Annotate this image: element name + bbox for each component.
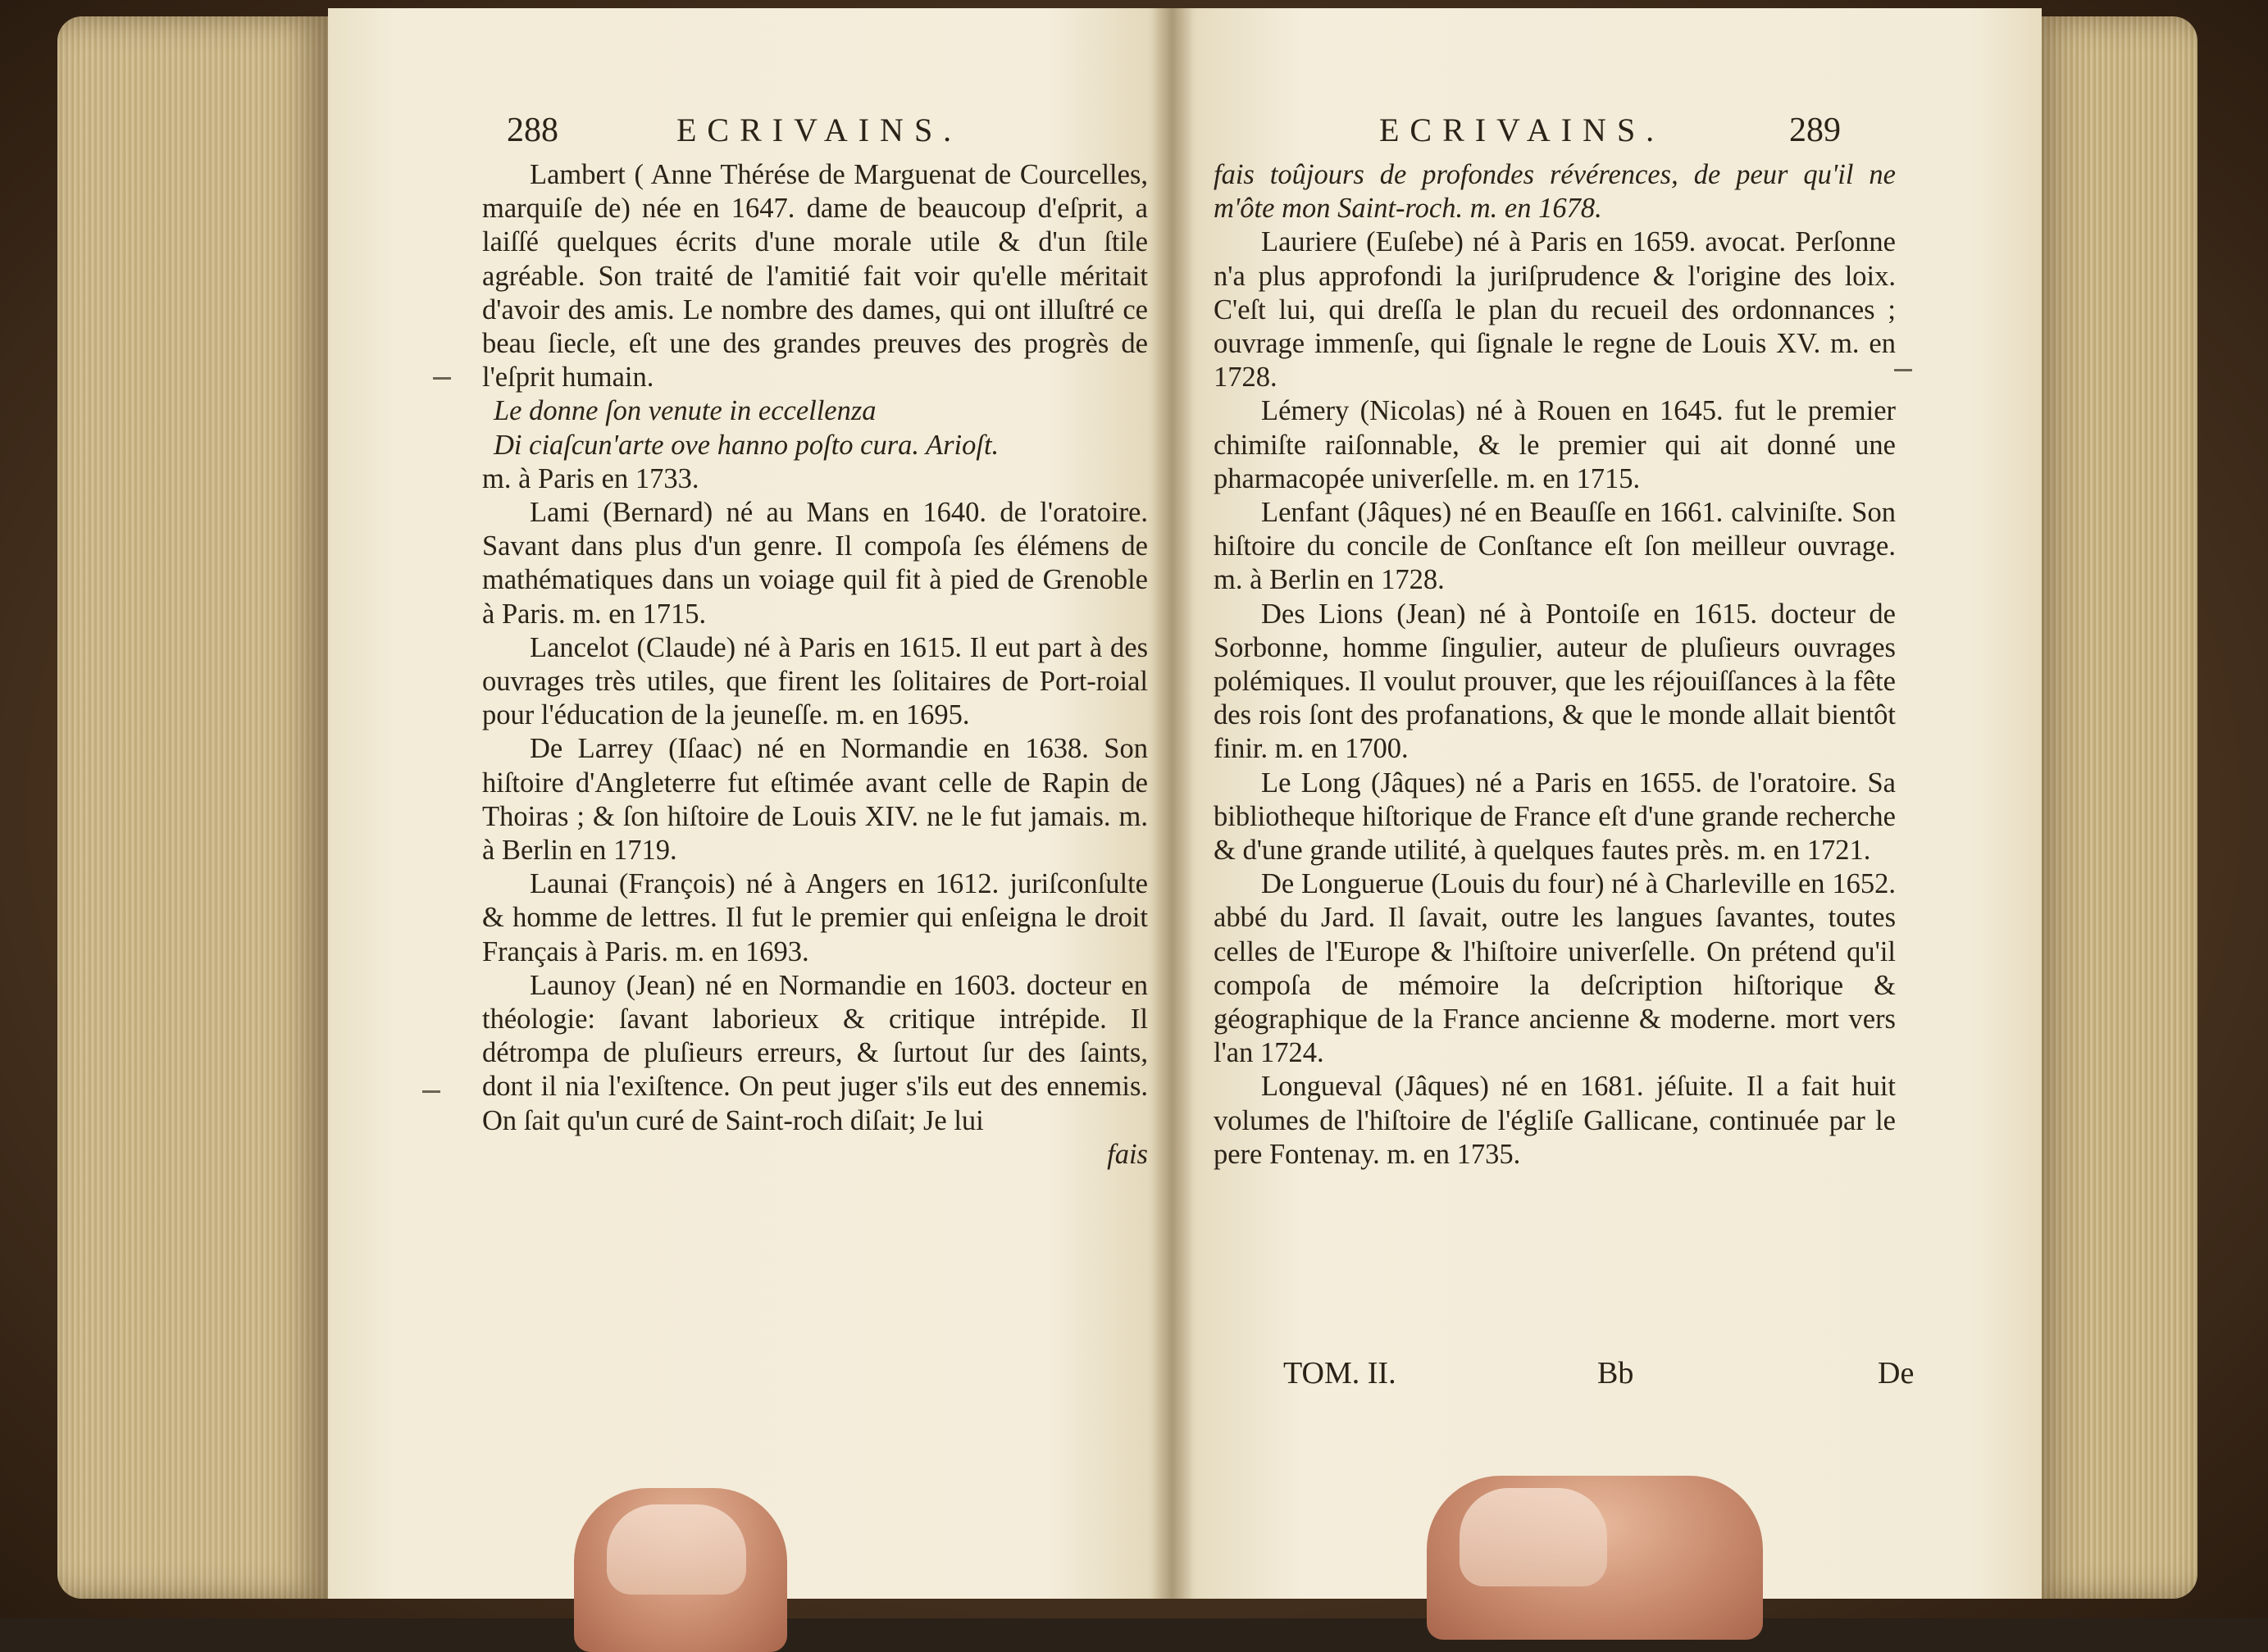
- entry-lami: Lami (Bernard) né au Mans en 1640. de l'oratoire. Savant dans plus d'un genre. Il compoſa ſes élémens de mathématiques dans un voiage quil fit à pied de Grenoble à Paris. m. en 1715.: [482, 497, 1148, 630]
- signature-volume: TOM. II.: [1283, 1356, 1396, 1390]
- entry-lambert: Lambert ( Anne Thérése de Marguenat de Courcelles, marquiſe de) née en 1647. dame de beaucoup d'eſprit, a laiſſé quelques écrits d'une morale utile & d'un ſtile agréable. Son traité de l'amitié fait voir qu'elle méritait d'avoir des amis. Le nombre des dames, qui ont illuſtré ce beau ſiecle, eſt une des grandes preuves des progrès de l'eſprit humain.: [482, 159, 1148, 394]
- catchword-right: De: [1878, 1356, 1915, 1390]
- verse-line-2: Di ciaſcun'arte ove hanno poſto cura. Arioſt.: [494, 429, 1000, 461]
- left-running-head: ECRIVAINS.: [676, 111, 963, 148]
- entry-le-long: Le Long (Jâques) né a Paris en 1655. de l'oratoire. Sa bibliotheque hiſtorique de France eſt d'une grande recherche & d'une grande utilité, à quelques fautes près. m. en 1721.: [1214, 767, 1896, 867]
- entry-lemery: Lémery (Nicolas) né à Rouen en 1645. fut le premier chimiſte raiſonnable, & le premier qui ait donné une pharmacopée univerſelle. m. en 1715.: [1214, 395, 1896, 494]
- page-block-right-edge: [2033, 16, 2197, 1599]
- right-thumbnail: [1460, 1488, 1607, 1586]
- entry-launoy-continued: fais toûjours de profondes révérences, de peur qu'il ne m'ôte mon Saint-roch. m. en 1678.: [1214, 159, 1896, 225]
- entry-de-longuerue: De Longuerue (Louis du four) né à Charleville en 1652. abbé du Jard. Il ſavait, outre les langues ſavantes, toutes celles de l'Europe & l'hiſtoire univerſelle. On prétend qu'il compoſa de mémoire la deſcription hiſtorique & géographique de la France ancienne & moderne. mort vers l'an 1724.: [1214, 868, 1896, 1069]
- entry-lambert-death: m. à Paris en 1733.: [482, 462, 699, 494]
- entry-des-lions: Des Lions (Jean) né à Pontoiſe en 1615. docteur de Sorbonne, homme ſingulier, auteur de pluſieurs ouvrages polémiques. Il voulut prouver, que les réjouiſſances à la fête des rois ſont des profanations, & que le monde allait bientôt finir. m. en 1700.: [1214, 598, 1896, 765]
- left-thumbnail: [607, 1504, 746, 1595]
- entry-de-larrey: De Larrey (Iſaac) né en Normandie en 1638. Son hiſtoire d'Angleterre fut eſtimée avant celle de Rapin de Thoiras ; & ſon hiſtoire de Louis XIV. ne le fut jamais. m. à Berlin en 1719.: [482, 733, 1148, 867]
- margin-mark: [422, 1090, 440, 1093]
- entry-launoy: Launoy (Jean) né en Normandie en 1603. docteur en théologie: ſavant laborieux & critique intrépide. Il détrompa de pluſieurs erreurs, & ſurtout ſur des ſaints, dont il nia l'exiſtence. On peut juger s'ils eut des ennemis. On ſait qu'un curé de Saint-roch diſait; Je lui: [482, 969, 1148, 1136]
- entry-lancelot: Lancelot (Claude) né à Paris en 1615. Il eut part à des ouvrages très utiles, que firent les ſolitaires de Port-roial pour l'éducation de la jeuneſſe. m. en 1695.: [482, 631, 1148, 731]
- entry-lauriere: Lauriere (Euſebe) né à Paris en 1659. avocat. Perſonne n'a plus approfondi la juriſprudence & l'origine des loix. C'eſt lui, qui dreſſa le plan du recueil des ordonnances ; ouvrage immenſe, qui ſignale le regne de Louis XV. m. en 1728.: [1214, 226, 1896, 394]
- right-page-text: [1214, 158, 1896, 1172]
- catchword-left: fais: [1107, 1138, 1148, 1170]
- book-gutter: [1152, 8, 1193, 1599]
- right-running-head: ECRIVAINS.: [1379, 111, 1665, 148]
- entry-longueval: Longueval (Jâques) né en 1681. jéſuite. Il a fait huit volumes de l'hiſtoire de l'égliſe Gallicane, continuée par le pere Fontenay. m. en 1735.: [1214, 1071, 1896, 1170]
- left-page-number: 288: [507, 111, 558, 149]
- margin-mark: [1894, 369, 1912, 371]
- page-block-left-edge: [57, 16, 328, 1599]
- right-page-number: 289: [1789, 111, 1841, 149]
- signature-mark: Bb: [1597, 1356, 1634, 1390]
- margin-mark: [433, 377, 451, 380]
- verse-line-1: Le donne ſon venute in eccellenza: [494, 395, 877, 427]
- left-page-text: [482, 158, 1148, 1172]
- entry-launai: Launai (François) né à Angers en 1612. juriſconſulte & homme de lettres. Il fut le premier qui enſeigna le droit Français à Paris. m. en 1693.: [482, 868, 1148, 967]
- entry-lenfant: Lenfant (Jâques) né en Beauſſe en 1661. calviniſte. Son hiſtoire du concile de Conſtance eſt ſon meilleur ouvrage. m. à Berlin en 1728.: [1214, 497, 1896, 596]
